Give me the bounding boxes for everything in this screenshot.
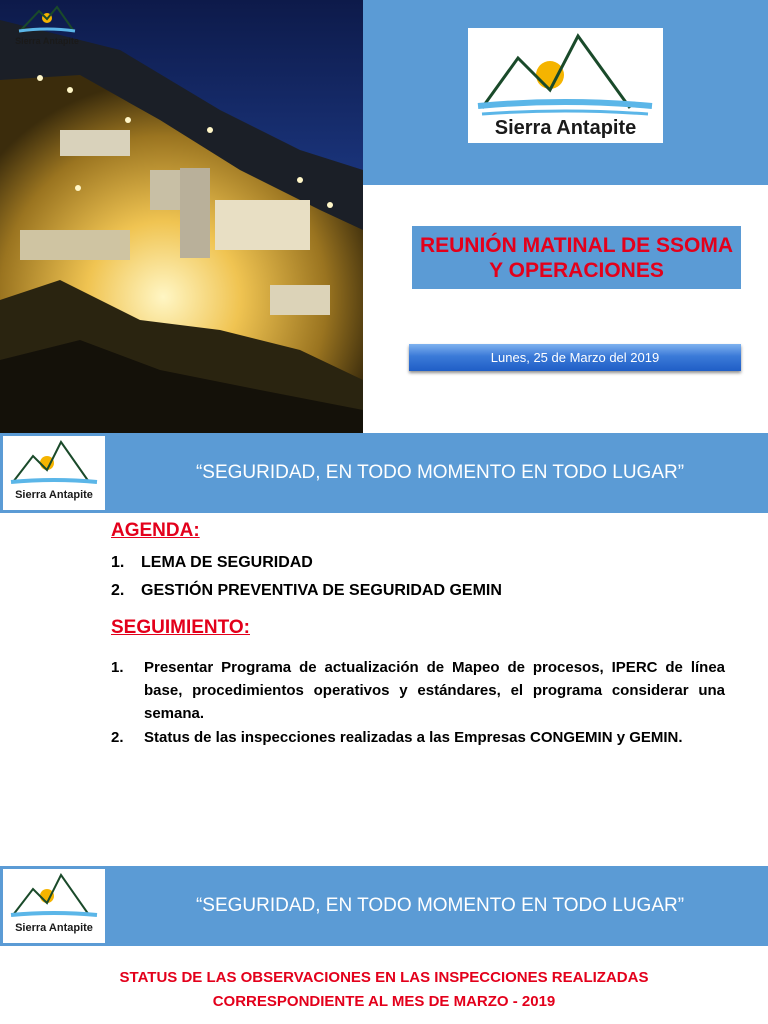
banner-logo-text: Sierra Antapite (15, 922, 93, 934)
mine-night-photo (0, 0, 363, 433)
safety-motto: “SEGURIDAD, EN TODO MOMENTO EN TODO LUGAR” (195, 895, 685, 916)
agenda-heading: AGENDA: (111, 520, 200, 541)
status-line-2: CORRESPONDIENTE AL MES DE MARZO - 2019 (212, 993, 556, 1010)
item-text: Status de las inspecciones realizadas a las Empresas CONGEMIN y GEMIN. (144, 729, 683, 746)
seguimiento-heading: SEGUIMIENTO: (111, 617, 250, 638)
list-item (111, 549, 502, 577)
agenda-slide (0, 433, 768, 866)
mountain-logo-icon (468, 28, 663, 118)
agenda-list (111, 549, 502, 605)
seguimiento-list (111, 656, 725, 750)
meeting-date: Lunes, 25 de Marzo del 2019 (409, 344, 741, 371)
photo-logo-text: Sierra Antapite (15, 36, 79, 46)
list-item (111, 656, 725, 725)
item-number: 2. (111, 729, 124, 746)
status-slide (0, 866, 768, 1024)
photo-logo (13, 3, 81, 49)
item-number: 1. (111, 554, 125, 571)
list-item (111, 726, 725, 749)
item-number: 2. (111, 582, 125, 599)
company-logo-text: Sierra Antapite (494, 117, 637, 139)
motto-banner (0, 433, 768, 513)
mountain-logo-icon (3, 869, 105, 923)
item-text: LEMA DE SEGURIDAD (141, 554, 313, 571)
status-heading (0, 966, 768, 1014)
title-slide (0, 0, 768, 433)
company-logo (468, 28, 663, 143)
status-line-1: STATUS DE LAS OBSERVACIONES EN LAS INSPECCIONES REALIZADAS (119, 969, 649, 986)
mountain-logo-icon (13, 3, 81, 37)
meeting-title: REUNIÓN MATINAL DE SSOMA Y OPERACIONES (419, 233, 734, 282)
list-item (111, 577, 502, 605)
item-text: Presentar Programa de actualización de Mapeo de procesos, IPERC de línea base, procedimientos operativos y estándares, el programa considerar una semana. (144, 659, 725, 722)
meeting-title-box (412, 226, 741, 289)
banner-logo (3, 869, 105, 943)
mountain-logo-icon (3, 436, 105, 490)
motto-banner (0, 866, 768, 946)
banner-logo-text: Sierra Antapite (15, 489, 93, 501)
item-number: 1. (111, 659, 124, 676)
safety-motto: “SEGURIDAD, EN TODO MOMENTO EN TODO LUGAR” (195, 462, 685, 483)
item-text: GESTIÓN PREVENTIVA DE SEGURIDAD GEMIN (141, 582, 502, 599)
banner-logo (3, 436, 105, 510)
